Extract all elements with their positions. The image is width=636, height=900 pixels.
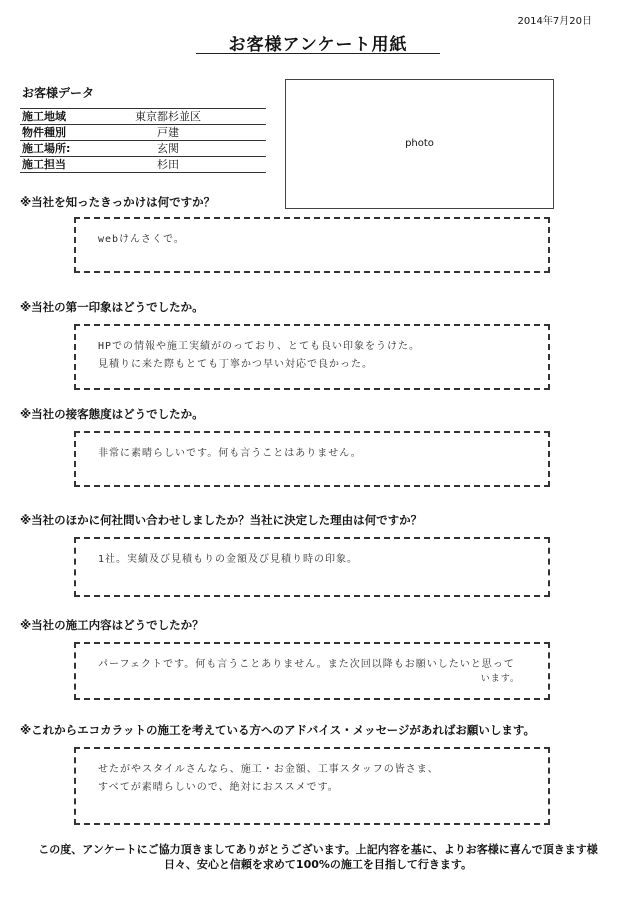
info-label: 施工担当: [20, 157, 104, 173]
answer-line-tail: います。: [480, 674, 520, 684]
question-heading: ※これからエコカラットの施工を考えている方へのアドバイス・メッセージがあればお願いします。: [20, 723, 535, 737]
answer-box: [74, 431, 550, 487]
info-row: [20, 157, 266, 173]
info-row: [20, 125, 266, 141]
answer-box: [74, 324, 550, 390]
customer-data-heading: お客様データ: [22, 86, 95, 100]
question-heading: ※当社の接客態度はどうでしたか。: [20, 407, 204, 421]
answer-line: HPでの情報や施工実績がのっており、とても良い印象をうけた。: [98, 341, 420, 352]
info-label: 施工地域: [20, 109, 104, 125]
question-heading: ※当社の第一印象はどうでしたか。: [20, 300, 204, 314]
answer-line: 1社。実績及び見積もりの金額及び見積り時の印象。: [98, 554, 359, 565]
closing-message: [0, 842, 636, 872]
answer-line: 非常に素晴らしいです。何も言うことはありません。: [98, 448, 362, 459]
title-underline: [196, 53, 440, 54]
question-heading: ※当社のほかに何社問い合わせしましたか？当社に決定した理由は何ですか？: [20, 513, 423, 527]
info-value: 戸建: [104, 125, 266, 141]
answer-box: [74, 537, 550, 597]
photo-label: photo: [405, 138, 434, 149]
page-title: お客様アンケート用紙: [228, 35, 408, 55]
closing-line: 日々、安心と信頼を求めて100%の施工を目指して行きます。: [163, 858, 473, 871]
info-value: 玄関: [104, 141, 266, 157]
closing-line: この度、アンケートにご協力頂きましてありがとうございます。上記内容を基に、よりお客様に喜んで頂きます様: [38, 843, 598, 856]
info-label: 施工場所:: [20, 141, 104, 157]
answer-box: [74, 747, 550, 825]
answer-box: [74, 217, 550, 273]
info-value: 東京都杉並区: [104, 109, 266, 125]
answer-line: せたがやスタイルさんなら、施工・お金額、工事スタッフの皆さま、: [98, 764, 439, 775]
question-heading: ※当社を知ったきっかけは何ですか？: [20, 195, 216, 209]
question-heading: ※当社の施工内容はどうでしたか？: [20, 618, 204, 632]
answer-line: webけんさくで。: [98, 234, 185, 245]
info-label: 物件種別: [20, 125, 104, 141]
info-row: [20, 109, 266, 125]
answer-line: すべてが素晴らしいので、絶対におススメです。: [98, 782, 339, 793]
answer-line: 見積りに来た際もとても丁寧かつ早い対応で良かった。: [98, 359, 373, 370]
answer-box: [74, 642, 550, 700]
survey-date: 2014年7月20日: [517, 16, 592, 27]
info-row: [20, 141, 266, 157]
info-value: 杉田: [104, 157, 266, 173]
answer-line: パーフェクトです。何も言うことありません。また次回以降もお願いしたいと思って: [98, 659, 515, 670]
customer-info-table: [20, 108, 266, 173]
